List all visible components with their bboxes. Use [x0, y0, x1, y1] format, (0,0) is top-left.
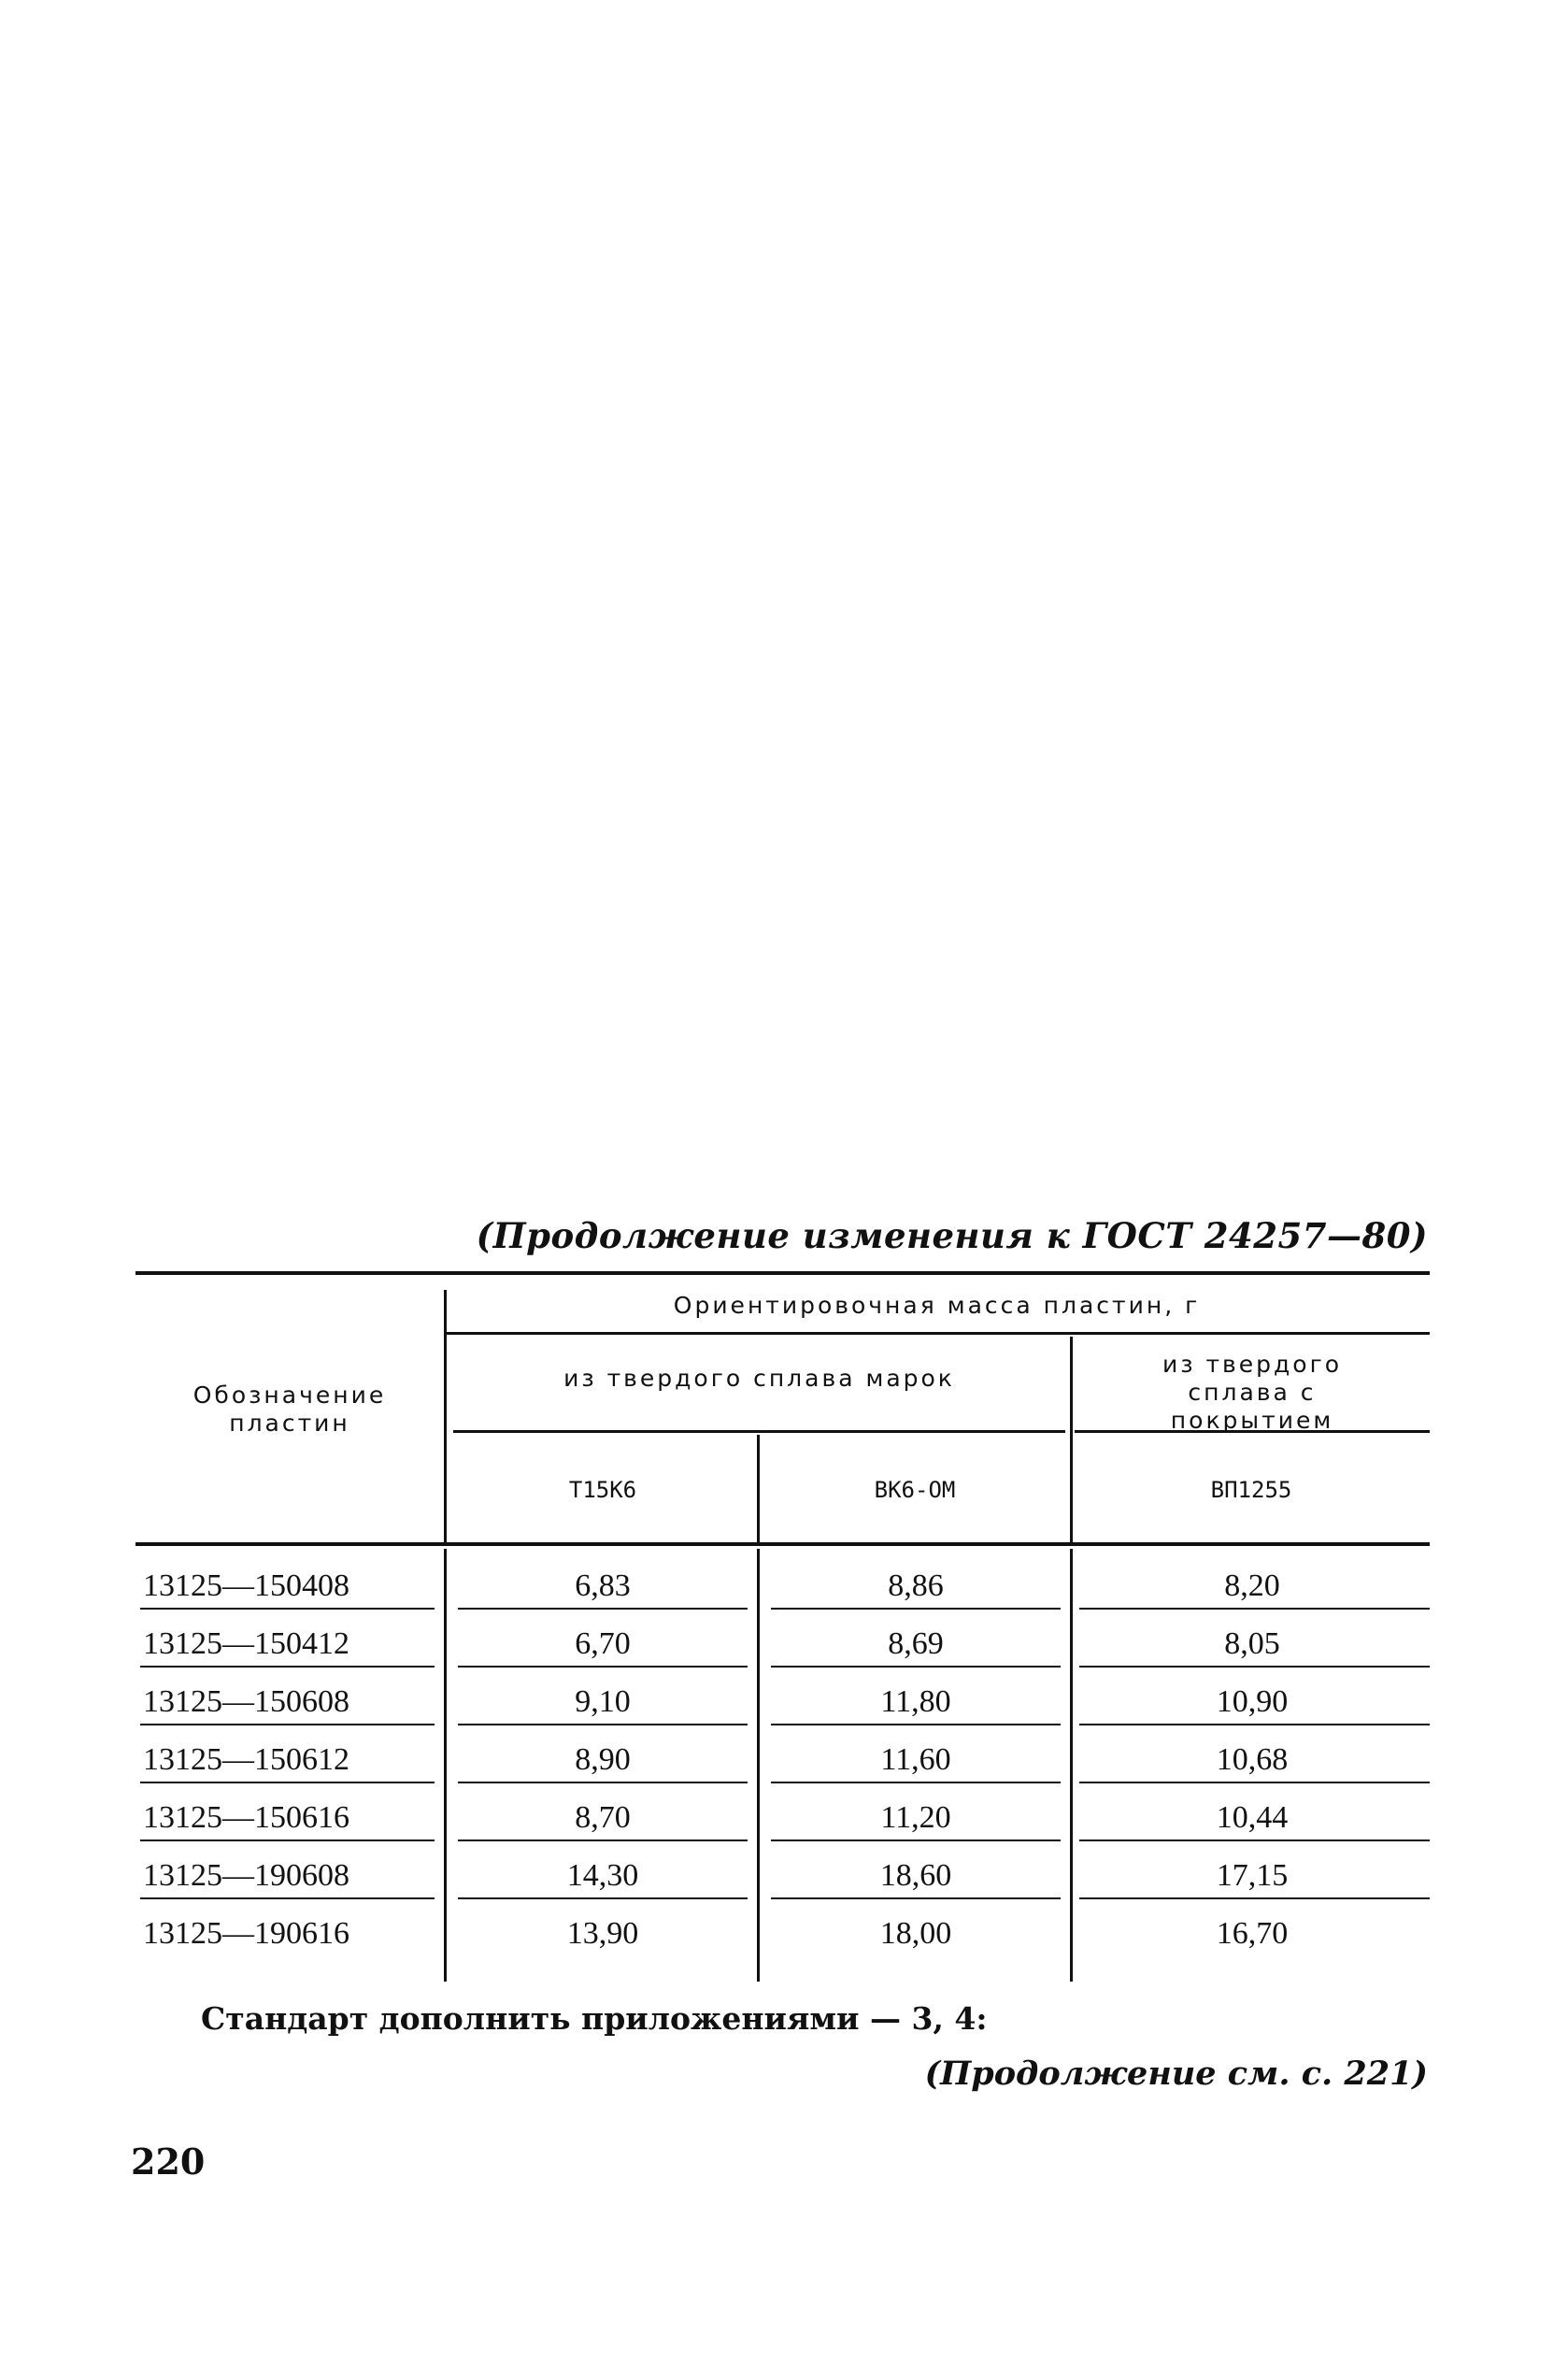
row-t15k6: 14,30 — [566, 1858, 639, 1893]
row-t15k6: 8,90 — [575, 1742, 631, 1777]
row-underline — [140, 1897, 435, 1899]
group-title-rule — [447, 1332, 1430, 1335]
grade-vk6om: ВК6-ОМ — [874, 1477, 956, 1503]
row-underline — [458, 1608, 748, 1610]
alloy-subgroup-header: из твердого сплава марок — [563, 1365, 955, 1392]
row-vp1255: 8,20 — [1224, 1568, 1280, 1603]
row-underline — [771, 1724, 1061, 1725]
row-underline — [140, 1724, 435, 1725]
row-underline — [458, 1666, 748, 1668]
row-vk6om: 8,69 — [888, 1626, 944, 1661]
row-underline — [771, 1782, 1061, 1783]
row-vk6om: 11,60 — [880, 1742, 951, 1777]
body-divider-3 — [1070, 1549, 1073, 1982]
row-underline — [458, 1839, 748, 1841]
row-code: 13125—150408 — [143, 1568, 349, 1603]
designation-header: Обозначение пластин — [192, 1381, 387, 1437]
row-t15k6: 13,90 — [566, 1916, 639, 1951]
row-vk6om: 8,86 — [888, 1568, 944, 1603]
row-vp1255: 10,44 — [1216, 1800, 1289, 1835]
row-code: 13125—150612 — [143, 1742, 349, 1777]
row-vp1255: 8,05 — [1224, 1626, 1280, 1661]
row-vp1255: 17,15 — [1216, 1858, 1289, 1893]
row-vk6om: 18,60 — [879, 1858, 952, 1893]
coated-subgroup-header: из твердого сплава с покрытием — [1162, 1351, 1343, 1434]
row-code: 13125—150616 — [143, 1800, 349, 1835]
row-underline — [1079, 1666, 1430, 1668]
table-head-bottom-rule — [135, 1542, 1430, 1546]
designation-divider — [444, 1290, 447, 1545]
group-title: Ориентировочная масса пластин, г — [673, 1292, 1201, 1319]
body-divider-2 — [757, 1549, 760, 1982]
row-vk6om: 18,00 — [879, 1916, 952, 1951]
row-underline — [771, 1897, 1061, 1899]
row-code: 13125—150412 — [143, 1626, 349, 1661]
row-underline — [1079, 1608, 1430, 1610]
row-underline — [140, 1608, 435, 1610]
grade-t15k6: Т15К6 — [568, 1477, 637, 1503]
row-t15k6: 6,83 — [575, 1568, 631, 1603]
row-code: 13125—190608 — [143, 1858, 349, 1893]
row-underline — [140, 1666, 435, 1668]
row-underline — [1079, 1724, 1430, 1725]
row-underline — [771, 1666, 1061, 1668]
row-underline — [140, 1839, 435, 1841]
supplement-text: Стандарт дополнить приложениями — 3, 4: — [201, 2000, 988, 2037]
row-underline — [458, 1782, 748, 1783]
table-top-rule — [135, 1271, 1430, 1275]
alloy-coated-divider — [1070, 1337, 1073, 1545]
row-underline — [140, 1782, 435, 1783]
grade-vp1255: ВП1255 — [1210, 1477, 1292, 1503]
row-vp1255: 10,90 — [1216, 1684, 1289, 1719]
continuation-header: (Продолжение изменения к ГОСТ 24257—80) — [476, 1215, 1428, 1256]
row-vp1255: 10,68 — [1216, 1742, 1289, 1777]
row-underline — [771, 1839, 1061, 1841]
row-t15k6: 6,70 — [575, 1626, 631, 1661]
row-vp1255: 16,70 — [1216, 1916, 1289, 1951]
alloy-subgroup-rule — [453, 1430, 1065, 1433]
row-underline — [771, 1608, 1061, 1610]
row-vk6om: 11,20 — [880, 1800, 951, 1835]
row-t15k6: 9,10 — [575, 1684, 631, 1719]
row-vk6om: 11,80 — [880, 1684, 951, 1719]
row-underline — [1079, 1839, 1430, 1841]
row-code: 13125—150608 — [143, 1684, 349, 1719]
row-underline — [1079, 1782, 1430, 1783]
body-divider-1 — [444, 1549, 447, 1982]
page-number: 220 — [131, 2140, 206, 2183]
row-underline — [1079, 1897, 1430, 1899]
row-underline — [458, 1724, 748, 1725]
continued-note: (Продолжение см. с. 221) — [924, 2054, 1428, 2093]
row-underline — [458, 1897, 748, 1899]
row-t15k6: 8,70 — [575, 1800, 631, 1835]
row-code: 13125—190616 — [143, 1916, 349, 1951]
